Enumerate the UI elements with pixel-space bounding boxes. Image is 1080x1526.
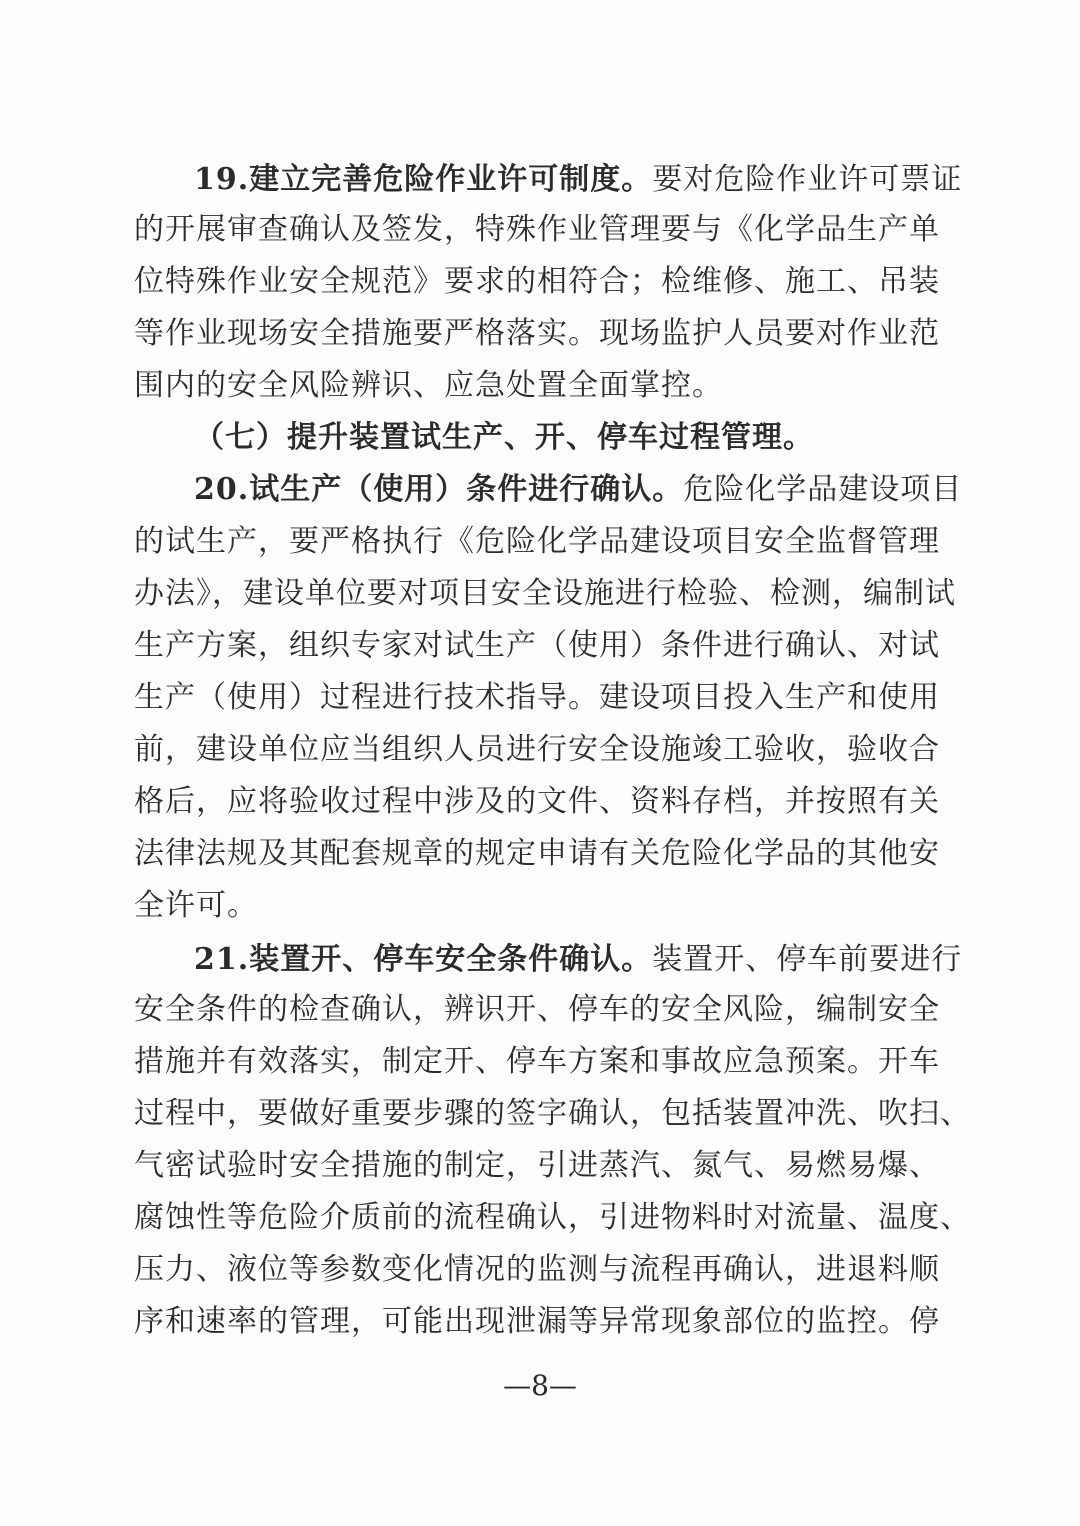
page-number: —8— <box>503 1369 577 1402</box>
paragraph-21-line-5: 气密试验时安全措施的制定，引进蒸汽、氮气、易燃易爆、 <box>134 1148 940 1183</box>
paragraph-19-title: 建立完善危险作业许可制度。 <box>249 162 653 197</box>
paragraph-21-line-7: 压力、液位等参数变化情况的监测与流程再确认，进退料顺 <box>134 1252 940 1287</box>
paragraph-20-text: 危险化学品建设项目 <box>683 472 963 507</box>
paragraph-20-line-5: 生产（使用）过程进行技术指导。建设项目投入生产和使用 <box>134 680 940 715</box>
paragraph-21-line-8: 序和速率的管理，可能出现泄漏等异常现象部位的监控。停 <box>134 1304 940 1339</box>
paragraph-20-line-9: 全许可。 <box>134 888 258 923</box>
paragraph-20-line-3: 办法》，建设单位要对项目安全设施进行检验、检测，编制试 <box>134 576 956 611</box>
paragraph-20-line-6: 前，建设单位应当组织人员进行安全设施竣工验收，验收合 <box>134 732 940 767</box>
paragraph-21-number: 21. <box>194 942 250 977</box>
paragraph-20-line-1 <box>194 466 963 514</box>
paragraph-20-line-8: 法律法规及其配套规章的规定申请有关危险化学品的其他安 <box>134 836 940 871</box>
paragraph-20-number: 20. <box>194 472 250 507</box>
paragraph-21-title: 装置开、停车安全条件确认。 <box>249 942 653 977</box>
paragraph-21-line-3: 措施并有效落实，制定开、停车方案和事故应急预案。开车 <box>134 1044 940 1079</box>
paragraph-21-line-6: 腐蚀性等危险介质前的流程确认，引进物料时对流量、温度、 <box>134 1200 971 1235</box>
paragraph-20-line-2: 的试生产，要严格执行《危险化学品建设项目安全监督管理 <box>134 524 940 559</box>
paragraph-21-line-1 <box>194 936 963 984</box>
paragraph-19-line-2: 的开展审查确认及签发，特殊作业管理要与《化学品生产单 <box>134 212 940 247</box>
paragraph-20-line-7: 格后，应将验收过程中涉及的文件、资料存档，并按照有关 <box>134 784 940 819</box>
paragraph-21-line-2: 安全条件的检查确认，辨识开、停车的安全风险，编制安全 <box>134 992 940 1027</box>
paragraph-20-line-4: 生产方案，组织专家对试生产（使用）条件进行确认、对试 <box>134 628 940 663</box>
paragraph-19-text: 要对危险作业许可票证 <box>652 162 963 197</box>
section-7-heading: （七）提升装置试生产、开、停车过程管理。 <box>194 420 814 455</box>
paragraph-21-line-4: 过程中，要做好重要步骤的签字确认，包括装置冲洗、吹扫、 <box>134 1096 971 1131</box>
paragraph-21-text: 装置开、停车前要进行 <box>652 942 963 977</box>
paragraph-20-title: 试生产（使用）条件进行确认。 <box>249 472 684 507</box>
paragraph-19-line-5: 围内的安全风险辨识、应急处置全面掌控。 <box>134 368 723 403</box>
paragraph-19-line-3: 位特殊作业安全规范》要求的相符合；检维修、施工、吊装 <box>134 264 940 299</box>
paragraph-19-line-4: 等作业现场安全措施要严格落实。现场监护人员要对作业范 <box>134 316 940 351</box>
paragraph-19-number: 19. <box>194 162 250 197</box>
paragraph-19-line-1 <box>194 156 963 204</box>
